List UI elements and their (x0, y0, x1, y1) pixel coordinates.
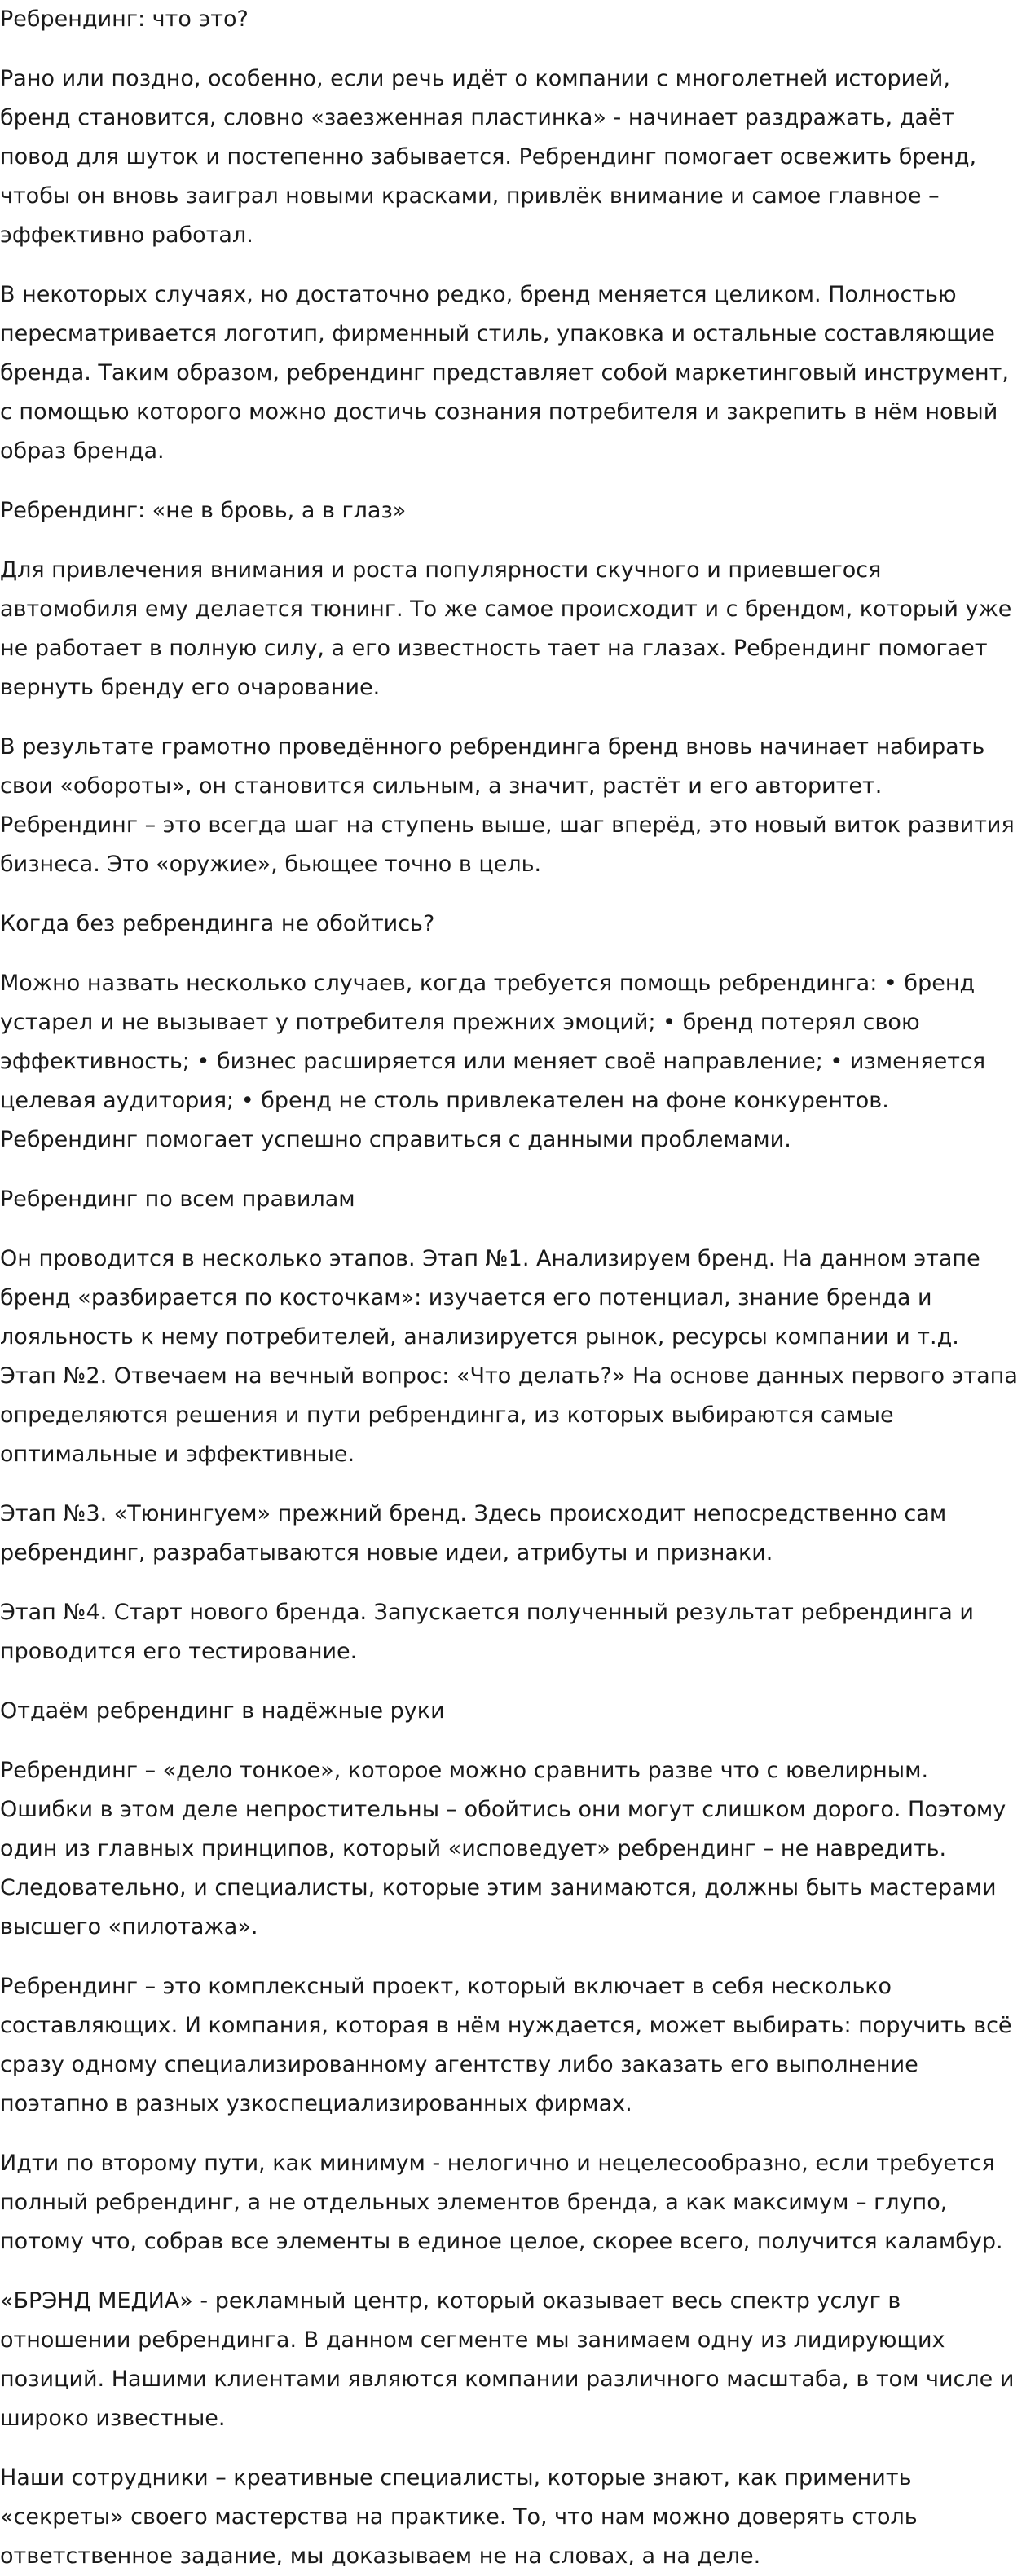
paragraph: Рано или поздно, особенно, если речь идёт о компании с многолетней историей, бренд становится, словно «заезженная пластинка» - начинает раздражать, даёт повод для шуток и постепенно забывается. Ребрендинг помогает освежить бренд, чтобы он вновь заиграл новыми красками, привлёк внимание и самое главное – эффективно работал. (0, 66, 977, 248)
paragraph: В результате грамотно проведённого ребрендинга бренд вновь начинает набирать свои «обороты», он становится сильным, а значит, растёт и его авторитет. Ребрендинг – это всегда шаг на ступень выше, шаг вперёд, это новый виток развития бизнеса. Это «оружие», бьющее точно в цель. (0, 734, 1015, 877)
paragraph: Ребрендинг – «дело тонкое», которое можно сравнить разве что с ювелирным. Ошибки в этом деле непростительны – обойтись они могут слишком дорого. Поэтому один из главных принципов, который «исповедует» ребрендинг – не навредить. Следовательно, и специалисты, которые этим занимаются, должны быть мастерами высшего «пилотажа». (0, 1758, 1006, 1940)
paragraph: Этап №3. «Тюнингуем» прежний бренд. Здесь происходит непосредственно сам ребрендинг, разрабатываются новые идеи, атрибуты и признаки. (0, 1501, 947, 1565)
paragraph: Наши сотрудники – креативные специалисты, которые знают, как применить «секреты» своего мастерства на практике. То, что нам можно доверять столь ответственное задание, мы доказываем не на словах, а на деле. (0, 2465, 918, 2569)
paragraph: Ребрендинг – это комплексный проект, который включает в себя несколько составляющих. И компания, которая в нём нуждается, может выбирать: поручить всё сразу одному специализированному агентству либо заказать его выполнение поэтапно в разных узкоспециализированных фирмах. (0, 1974, 1012, 2116)
section-heading-when-needed: Когда без ребрендинга не обойтись? (0, 911, 435, 936)
section-heading-reliable-hands: Отдаём ребрендинг в надёжные руки (0, 1698, 445, 1724)
paragraph: Идти по второму пути, как минимум - нелогично и нецелесообразно, если требуется полный ребрендинг, а не отдельных элементов бренда, а как максимум – глупо, потому что, собрав все элементы в единое целое, скорее всего, получится каламбур. (0, 2151, 1003, 2254)
section-heading-what-is-rebranding: Ребрендинг: что это? (0, 7, 249, 32)
paragraph: В некоторых случаях, но достаточно редко, бренд меняется целиком. Полностью пересматривается логотип, фирменный стиль, упаковка и остальные составляющие бренда. Таким образом, ребрендинг представляет собой маркетинговый инструмент, с помощью которого можно достичь сознания потребителя и закрепить в нём новый образ бренда. (0, 282, 1009, 464)
section-heading-not-brow-but-eye: Ребрендинг: «не в бровь, а в глаз» (0, 498, 407, 523)
paragraph: Для привлечения внимания и роста популярности скучного и приевшегося автомобиля ему делается тюнинг. То же самое происходит и с брендом, который уже не работает в полную силу, а его известность тает на глазах. Ребрендинг помогает вернуть бренду его очарование. (0, 557, 1012, 700)
paragraph: «БРЭНД МЕДИА» - рекламный центр, который оказывает весь спектр услуг в отношении ребрендинга. В данном сегменте мы занимаем одну из лидирующих позиций. Нашими клиентами являются компании различного масштаба, в том числе и широко известные. (0, 2288, 1015, 2431)
paragraph: Можно назвать несколько случаев, когда требуется помощь ребрендинга: • бренд устарел и не вызывает у потребителя прежних эмоций; • бренд потерял свою эффективность; • бизнес расширяется или меняет своё направление; • изменяется целевая аудитория; • бренд не столь привлекателен на фоне конкурентов. Ребрендинг помогает успешно справиться с данными проблемами. (0, 971, 986, 1152)
section-heading-by-the-rules: Ребрендинг по всем правилам (0, 1187, 355, 1212)
paragraph: Этап №4. Старт нового бренда. Запускается полученный результат ребрендинга и проводится его тестирование. (0, 1600, 974, 1664)
paragraph: Он проводится в несколько этапов. Этап №1. Анализируем бренд. На данном этапе бренд «разбирается по косточкам»: изучается его потенциал, знание бренда и лояльность к нему потребителей, анализируется рынок, ресурсы компании и т.д. Этап №2. Отвечаем на вечный вопрос: «Что делать?» На основе данных первого этапа определяются решения и пути ребрендинга, из которых выбираются самые оптимальные и эффективные. (0, 1246, 1018, 1467)
